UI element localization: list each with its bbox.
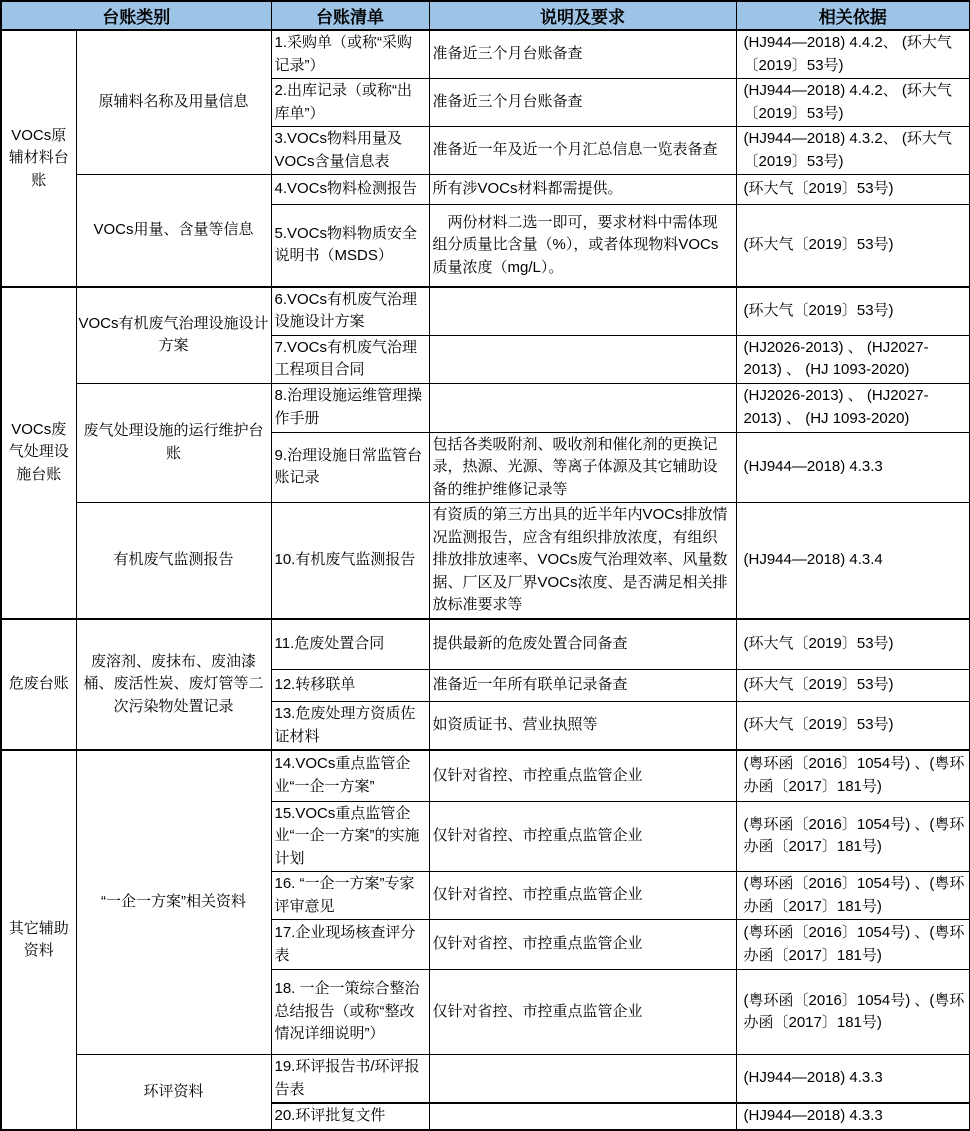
desc-cell: [429, 383, 736, 432]
item-cell: 2.出库记录（或称“出库单”）: [271, 79, 429, 127]
item-cell: 5.VOCs物料物质安全说明书（MSDS）: [271, 205, 429, 287]
category-cell-other-auxiliary: 其它辅助资料: [1, 750, 76, 1130]
item-cell: 17.企业现场核查评分表: [271, 920, 429, 970]
desc-cell: 准备近三个月台账备查: [429, 30, 736, 79]
desc-cell: 准备近一年及近一个月汇总信息一览表备查: [429, 127, 736, 175]
item-cell: 15.VOCs重点监管企业“一企一方案”的实施计划: [271, 801, 429, 872]
header-category: 台账类别: [1, 1, 271, 30]
item-cell: 13.危废处理方资质佐证材料: [271, 702, 429, 751]
desc-cell: [429, 287, 736, 336]
desc-cell: 准备近一年所有联单记录备查: [429, 670, 736, 702]
basis-cell: (HJ944—2018) 4.3.3: [736, 1055, 970, 1104]
desc-cell: 准备近三个月台账备查: [429, 79, 736, 127]
item-cell: 20.环评批复文件: [271, 1103, 429, 1130]
subcategory-cell-one-enterprise-one-plan: “一企一方案”相关资料: [76, 750, 271, 1055]
basis-cell: (环大气〔2019〕53号): [736, 287, 970, 336]
subcategory-cell-secondary-pollutant-disposal: 废溶剂、废抹布、废油漆桶、废活性炭、废灯管等二次污染物处置记录: [76, 619, 271, 751]
item-cell: 11.危废处置合同: [271, 619, 429, 670]
basis-cell: (HJ944—2018) 4.4.2、 (环大气〔2019〕53号): [736, 30, 970, 79]
header-basis: 相关依据: [736, 1, 970, 30]
item-cell: 6.VOCs有机废气治理设施设计方案: [271, 287, 429, 336]
basis-cell: (HJ944—2018) 4.4.2、 (环大气〔2019〕53号): [736, 79, 970, 127]
item-cell: 14.VOCs重点监管企业“一企一方案”: [271, 750, 429, 801]
basis-cell: (粤环函〔2016〕1054号) 、(粤环办函〔2017〕181号): [736, 801, 970, 872]
table-row: [1, 619, 970, 670]
category-cell-hazardous-waste: 危废台账: [1, 619, 76, 751]
item-cell: 16. “一企一方案”专家评审意见: [271, 872, 429, 920]
item-cell: 4.VOCs物料检测报告: [271, 175, 429, 205]
item-cell: 9.治理设施日常监管台账记录: [271, 432, 429, 503]
desc-cell: 有资质的第三方出具的近半年内VOCs排放情况监测报告，应含有组织排放浓度，有组织排放排放速率、VOCs废气治理效率、风量数据、厂区及厂界VOCs浓度、是否满足相关排放标准要求等: [429, 503, 736, 619]
basis-cell: (环大气〔2019〕53号): [736, 205, 970, 287]
desc-cell: 两份材料二选一即可，要求材料中需体现组分质量比含量（%），或者体现物料VOCs质量浓度（mg/L）。: [429, 205, 736, 287]
desc-cell: 仅针对省控、市控重点监管企业: [429, 750, 736, 801]
subcategory-cell-eia-materials: 环评资料: [76, 1055, 271, 1131]
header-row: [1, 1, 970, 30]
table-row: [1, 30, 970, 79]
basis-cell: (环大气〔2019〕53号): [736, 702, 970, 751]
table-row: [1, 503, 970, 619]
header-list: 台账清单: [271, 1, 429, 30]
item-cell: 12.转移联单: [271, 670, 429, 702]
table-row: [1, 287, 970, 336]
basis-cell: (环大气〔2019〕53号): [736, 670, 970, 702]
basis-cell: (HJ2026-2013) 、 (HJ2027-2013) 、 (HJ 1093-2020): [736, 335, 970, 383]
basis-cell: (粤环函〔2016〕1054号) 、(粤环办函〔2017〕181号): [736, 750, 970, 801]
subcategory-cell-raw-material-usage: 原辅料名称及用量信息: [76, 30, 271, 175]
subcategory-cell-operation-maintenance: 废气处理设施的运行维护台账: [76, 383, 271, 503]
category-cell-treatment-facility: VOCs废气处理设施台账: [1, 287, 76, 619]
item-cell: 1.采购单（或称“采购记录”）: [271, 30, 429, 79]
desc-cell: [429, 1055, 736, 1104]
subcategory-cell-design-plan: VOCs有机废气治理设施设计方案: [76, 287, 271, 384]
item-cell: 18. 一企一策综合整治总结报告（或称“整改情况详细说明”）: [271, 970, 429, 1055]
basis-cell: (粤环函〔2016〕1054号) 、(粤环办函〔2017〕181号): [736, 970, 970, 1055]
desc-cell: 仅针对省控、市控重点监管企业: [429, 872, 736, 920]
table-row: [1, 383, 970, 432]
item-cell: 10.有机废气监测报告: [271, 503, 429, 619]
item-cell: 7.VOCs有机废气治理工程项目合同: [271, 335, 429, 383]
desc-cell: 如资质证书、营业执照等: [429, 702, 736, 751]
desc-cell: [429, 335, 736, 383]
desc-cell: [429, 1103, 736, 1130]
basis-cell: (HJ944—2018) 4.3.3: [736, 432, 970, 503]
basis-cell: (粤环函〔2016〕1054号) 、(粤环办函〔2017〕181号): [736, 920, 970, 970]
item-cell: 8.治理设施运维管理操作手册: [271, 383, 429, 432]
basis-cell: (HJ2026-2013) 、 (HJ2027-2013) 、 (HJ 1093-2020): [736, 383, 970, 432]
header-desc: 说明及要求: [429, 1, 736, 30]
basis-cell: (HJ944—2018) 4.3.3: [736, 1103, 970, 1130]
subcategory-cell-monitoring-report: 有机废气监测报告: [76, 503, 271, 619]
basis-cell: (HJ944—2018) 4.3.4: [736, 503, 970, 619]
desc-cell: 提供最新的危废处置合同备查: [429, 619, 736, 670]
item-cell: 19.环评报告书/环评报告表: [271, 1055, 429, 1104]
item-cell: 3.VOCs物料用量及VOCs含量信息表: [271, 127, 429, 175]
basis-cell: (HJ944—2018) 4.3.2、 (环大气〔2019〕53号): [736, 127, 970, 175]
table-row: [1, 750, 970, 801]
basis-cell: (环大气〔2019〕53号): [736, 175, 970, 205]
subcategory-cell-vocs-content-info: VOCs用量、含量等信息: [76, 175, 271, 287]
desc-cell: 仅针对省控、市控重点监管企业: [429, 920, 736, 970]
basis-cell: (环大气〔2019〕53号): [736, 619, 970, 670]
desc-cell: 包括各类吸附剂、吸收剂和催化剂的更换记录，热源、光源、等离子体源及其它辅助设备的维护维修记录等: [429, 432, 736, 503]
table-row: [1, 175, 970, 205]
table-row: [1, 1055, 970, 1104]
category-cell-raw-materials: VOCs原辅材料台账: [1, 30, 76, 287]
basis-cell: (粤环函〔2016〕1054号) 、(粤环办函〔2017〕181号): [736, 872, 970, 920]
desc-cell: 所有涉VOCs材料都需提供。: [429, 175, 736, 205]
desc-cell: 仅针对省控、市控重点监管企业: [429, 970, 736, 1055]
desc-cell: 仅针对省控、市控重点监管企业: [429, 801, 736, 872]
